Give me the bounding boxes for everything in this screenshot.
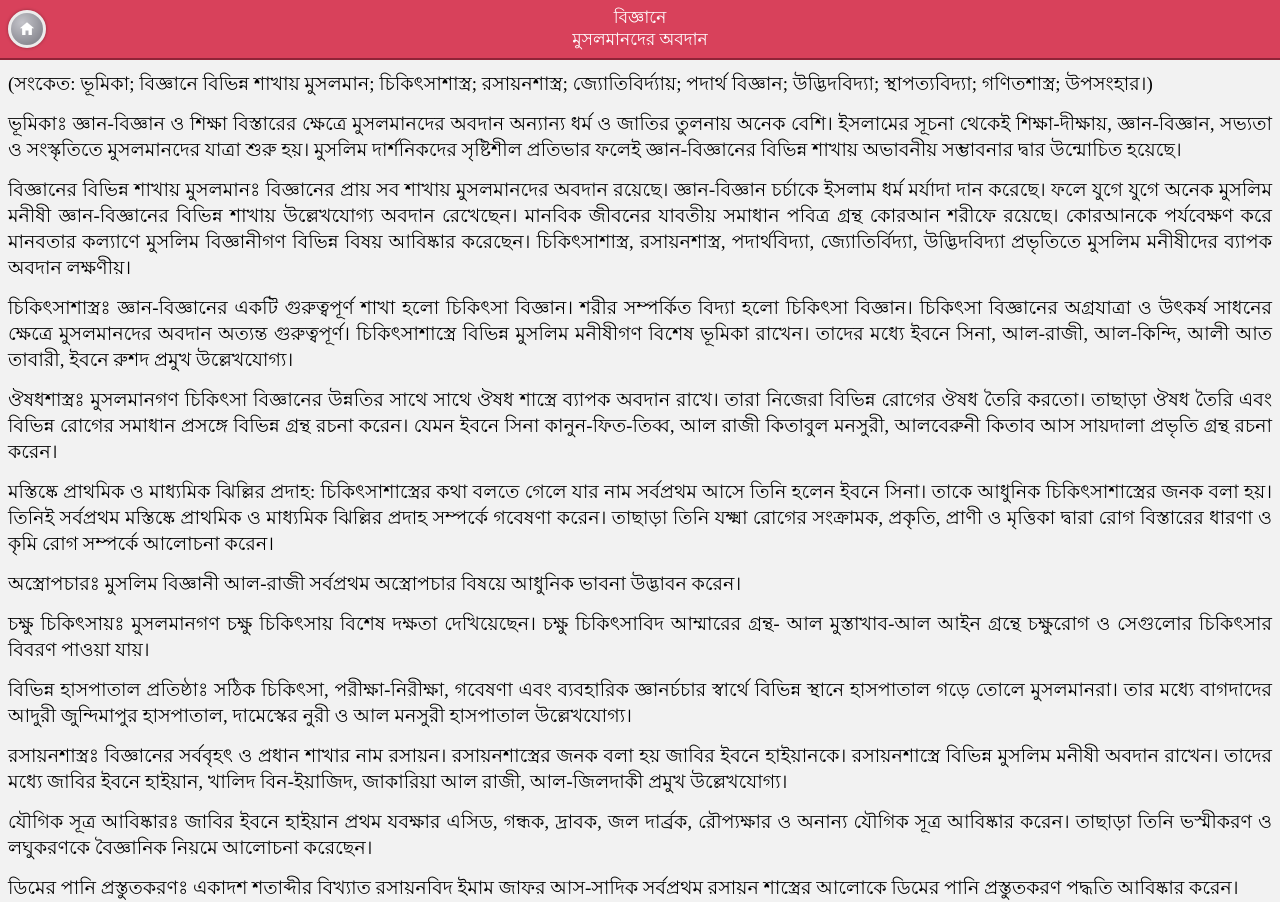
page-title-line2: মুসলমানদের অবদান <box>572 30 708 49</box>
para-chemistry: রসায়নশাস্ত্রঃ বিজ্ঞানের সর্ববৃহৎ ও প্রধান শাখার নাম রসায়ন। রসায়নশাস্ত্রের জনক বলা হয় জাবির ইবনে হাইয়ানকে। রসায়নশাস্ত্রে বিভিন্ন মুসলিম মনীষী অবদান রাখেন। তাদের মধ্যে জাবির ইবনে হাইয়ান, খালিদ বিন-ইয়াজিদ, জাকারিয়া আল রাজী, আল-জিলদাকী প্রমুখ উল্লেখযোগ্য। <box>8 746 1272 793</box>
home-icon <box>8 10 46 48</box>
article-content <box>0 60 1280 902</box>
para-surgery: অস্ত্রোপচারঃ মুসলিম বিজ্ঞানী আল-রাজী সর্বপ্রথম অস্ত্রোপচার বিষয়ে আধুনিক ভাবনা উদ্ভাবন করেন। <box>8 574 742 595</box>
home-button[interactable] <box>8 10 46 48</box>
para-science-branches: বিজ্ঞানের বিভিন্ন শাখায় মুসলমানঃ বিজ্ঞানের প্রায় সব শাখায় মুসলমানদের অবদান রয়েছে। জ্ঞান-বিজ্ঞান চর্চাকে ইসলাম ধর্ম মর্যাদা দান করেছে। ফলে যুগে যুগে অনেক মুসলিম মনীষী জ্ঞান-বিজ্ঞানের বিভিন্ন শাখায় উল্লেখযোগ্য অবদান রেখেছেন। মানবিক জীবনের যাবতীয় সমাধান পবিত্র গ্রন্থ কোরআন শরীফে রয়েছে। কোরআনকে পর্যবেক্ষণ করে মানবতার কল্যাণে মুসলিম বিজ্ঞানীগণ বিভিন্ন বিষয় আবিষ্কার করেছেন। চিকিৎসাশাস্ত্র, রসায়নশাস্ত্র, পদার্থবিদ্যা, জ্যোতির্বিদ্যা, উদ্ভিদবিদ্যা প্রভৃতিতে মুসলিম মনীষীদের ব্যাপক অবদান লক্ষণীয়। <box>8 180 1272 279</box>
app-header <box>0 0 1280 60</box>
para-compound-formulas: যৌগিক সূত্র আবিষ্কারঃ জাবির ইবনে হাইয়ান প্রথম যবক্ষার এসিড, গন্ধক, দ্রাবক, জল দার্ব্রক, রৌপ্যক্ষার ও অনান্য যৌগিক সূত্র আবিষ্কার করেন। তাছাড়া তিনি ভস্মীকরণ ও লঘুকরণকে বৈজ্ঞানিক নিয়মে আলোচনা করেছেন। <box>8 812 1272 859</box>
para-hospitals: বিভিন্ন হাসপাতাল প্রতিষ্ঠাঃ সঠিক চিকিৎসা, পরীক্ষা-নিরীক্ষা, গবেষণা এবং ব্যবহারিক জ্ঞানর্চচার স্বার্থে বিভিন্ন স্থানে হাসপাতাল গড়ে তোলে মুসলমানরা। তার মধ্যে বাগদাদের আদুরী জুন্দিমাপুর হাসপাতাল, দামেস্কের নুরী ও আল মনসুরী হাসপাতাল উল্লেখযোগ্য। <box>8 680 1272 727</box>
para-introduction: ভূমিকাঃ জ্ঞান-বিজ্ঞান ও শিক্ষা বিস্তারের ক্ষেত্রে মুসলমানদের অবদান অন্যান্য ধর্ম ও জাতির তুলনায় অনেক বেশি। ইসলামের সূচনা থেকেই শিক্ষা-দীক্ষায়, জ্ঞান-বিজ্ঞান, সভ্যতা ও সংস্কৃতিতে মুসলমানদের যাত্রা শুরু হয়। মুসলিম দার্শনিকদের সৃষ্টিশীল প্রতিভার ফলেই জ্ঞান-বিজ্ঞানের বিভিন্ন শাখায় অভাবনীয় সম্ভাবনার দ্বার উন্মোচিত হয়েছে। <box>8 114 1272 161</box>
para-eye-treatment: চক্ষু চিকিৎসায়ঃ মুসলমানগণ চক্ষু চিকিৎসায় বিশেষ দক্ষতা দেখিয়েছেন। চক্ষু চিকিৎসাবিদ আম্মারের গ্রন্থ- আল মুস্তাখাব-আল আইন গ্রন্থে চক্ষুরোগ ও সেগুলোর চিকিৎসার বিবরণ পাওয়া যায়। <box>8 614 1272 661</box>
page-title-line1: বিজ্ঞানে <box>613 8 667 27</box>
para-meningitis-research: মস্তিষ্কে প্রাথমিক ও মাধ্যমিক ঝিল্লির প্রদাহ: চিকিৎসাশাস্ত্রের কথা বলতে গেলে যার নাম সর্বপ্রথম আসে তিনি হলেন ইবনে সিনা। তাকে আধুনিক চিকিৎসাশাস্ত্রের জনক বলা হয়। তিনিই সর্বপ্রথম মস্তিষ্কে প্রাথমিক ও মাধ্যমিক ঝিল্লির প্রদাহ সম্পর্কে গবেষণা করেন। তাছাড়া তিনি যক্ষ্মা রোগের সংক্রামক, প্রকৃতি, প্রাণী ও মৃত্তিকা দ্বারা রোগ বিস্তারের ধারণা ও কৃমি রোগ সম্পর্কে আলোচনা করেন। <box>8 482 1272 555</box>
outline-hint-text: (সংকেত: ভূমিকা; বিজ্ঞানে বিভিন্ন শাখায় মুসলমান; চিকিৎসাশাস্ত্র; রসায়নশাস্ত্র; জ্যোতিবির্দ্যায়; পদার্থ বিজ্ঞান; উদ্ভিদবিদ্যা; স্থাপত্যবিদ্যা; গণিতশাস্ত্র; উপসংহার।) <box>8 74 1153 95</box>
para-egg-water-method: ডিমের পানি প্রস্তুতকরণঃ একাদশ শতাব্দীর বিখ্যাত রসায়নবিদ ইমাম জাফর আস-সাদিক সর্বপ্রথম রসায়ন শাস্ত্রের আলোকে ডিমের পানি প্রস্তুতকরণ পদ্ধতি আবিষ্কার করেন। <box>8 878 1239 899</box>
para-medical-science: চিকিৎসাশাস্ত্রঃ জ্ঞান-বিজ্ঞানের একটি গুরুত্বপূর্ণ শাখা হলো চিকিৎসা বিজ্ঞান। শরীর সম্পর্কিত বিদ্যা হলো চিকিৎসা বিজ্ঞান। চিকিৎসা বিজ্ঞানের অগ্রযাত্রা ও উৎকর্ষ সাধনের ক্ষেত্রে মুসলমানদের অবদান অত্যন্ত গুরুত্বপূর্ণ। চিকিৎসাশাস্ত্রে বিভিন্ন মুসলিম মনীষীগণ বিশেষ ভূমিকা রাখেন। তাদের মধ্যে ইবনে সিনা, আল-রাজী, আল-কিন্দি, আলী আত তাবারী, ইবনে রুশদ প্রমুখ উল্লেখযোগ্য। <box>8 298 1272 371</box>
page-title <box>572 7 707 51</box>
para-pharmacology: ঔষধশাস্ত্রঃ মুসলমানগণ চিকিৎসা বিজ্ঞানের উন্নতির সাথে সাথে ঔষধ শাস্ত্রে ব্যাপক অবদান রাখে। তারা নিজেরা বিভিন্ন রোগের ঔষধ তৈরি করতো। তাছাড়া ঔষধ তৈরি এবং বিভিন্ন রোগের সমাধান প্রসঙ্গে বিভিন্ন গ্রন্থ রচনা করেন। যেমন ইবনে সিনা কানুন-ফিত-তিব্ব, আল রাজী কিতাবুল মনসুরী, আলবেরুনী কিতাব আস সায়দালা প্রভৃতি গ্রন্থ রচনা করেন। <box>8 390 1272 463</box>
